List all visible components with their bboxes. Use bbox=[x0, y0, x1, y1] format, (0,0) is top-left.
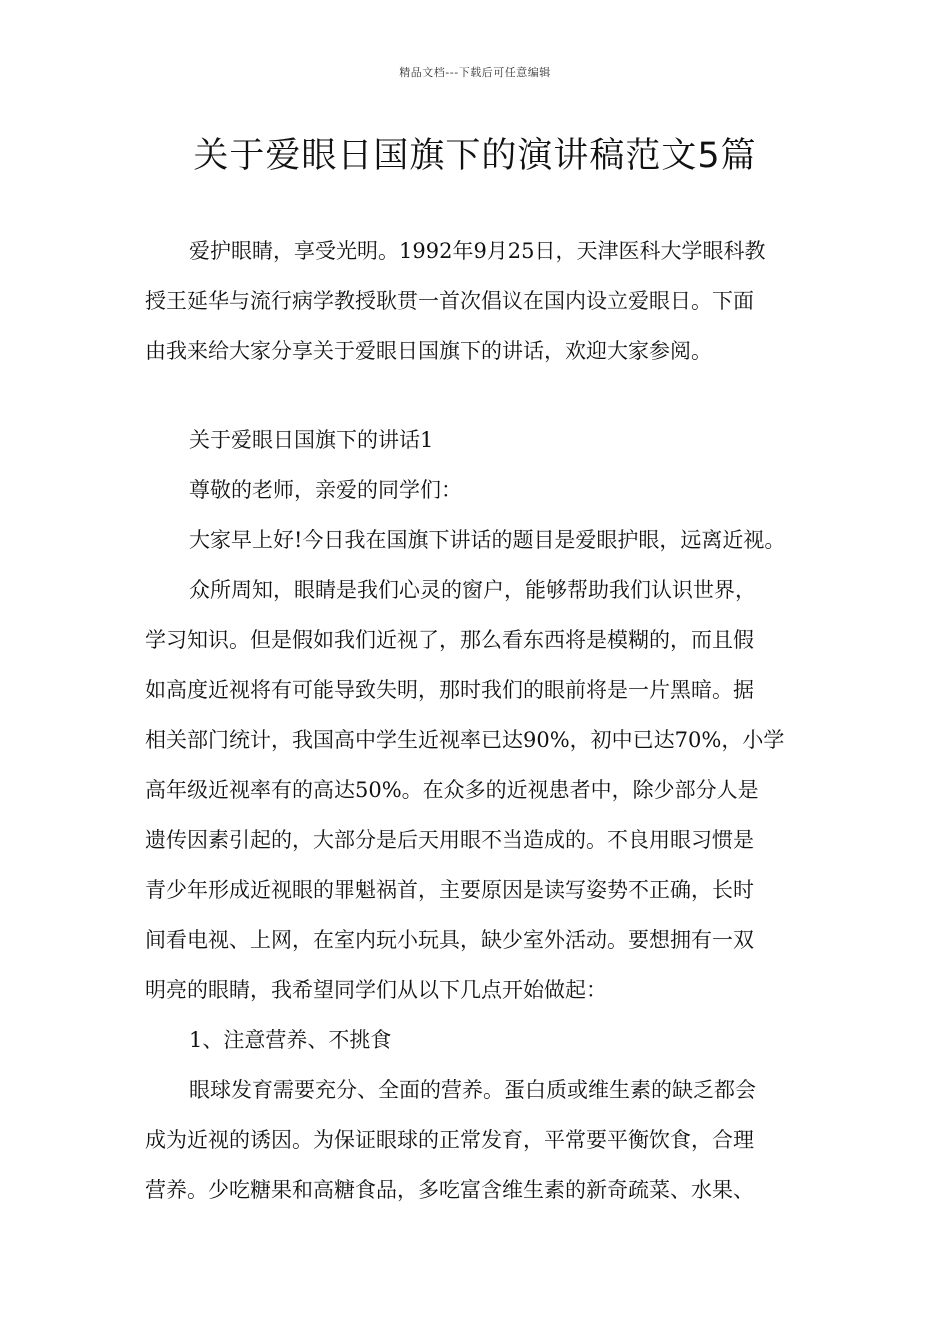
paragraph-line: 高年级近视率有的高达50%。在众多的近视患者中，除少部分人是 bbox=[145, 778, 759, 802]
greeting: 大家早上好!今日我在国旗下讲话的题目是爱眼护眼，远离近视。 bbox=[189, 528, 786, 552]
point-line: 营养。少吃糖果和高糖食品，多吃富含维生素的新奇疏菜、水果、 bbox=[145, 1178, 754, 1202]
point-heading: 1、注意营养、不挑食 bbox=[189, 1028, 392, 1052]
intro-line: 由我来给大家分享关于爱眼日国旗下的讲话，欢迎大家参阅。 bbox=[145, 339, 712, 363]
paragraph-line: 相关部门统计，我国高中学生近视率已达90%，初中已达70%，小学 bbox=[145, 728, 785, 752]
section-heading: 关于爱眼日国旗下的讲话1 bbox=[189, 428, 434, 452]
paragraph-line: 众所周知，眼睛是我们心灵的窗户，能够帮助我们认识世界， bbox=[189, 578, 756, 602]
point-line: 成为近视的诱因。为保证眼球的正常发育，平常要平衡饮食，合理 bbox=[145, 1128, 754, 1152]
paragraph-line: 学习知识。但是假如我们近视了，那么看东西将是模糊的，而且假 bbox=[145, 628, 754, 652]
document-title: 关于爱眼日国旗下的演讲稿范文5篇 bbox=[193, 136, 757, 176]
point-line: 眼球发育需要充分、全面的营养。蛋白质或维生素的缺乏都会 bbox=[189, 1078, 756, 1102]
paragraph-line: 青少年形成近视眼的罪魁祸首，主要原因是读写姿势不正确，长时 bbox=[145, 878, 754, 902]
paragraph-line: 如高度近视将有可能导致失明，那时我们的眼前将是一片黑暗。据 bbox=[145, 678, 754, 702]
paragraph-line: 间看电视、上网，在室内玩小玩具，缺少室外活动。要想拥有一双 bbox=[145, 928, 754, 952]
header-note: 精品文档---下载后可任意编辑 bbox=[399, 66, 551, 79]
document-body bbox=[145, 226, 810, 1215]
paragraph-gap bbox=[145, 376, 810, 415]
paragraph-line: 遗传因素引起的，大部分是后天用眼不当造成的。不良用眼习惯是 bbox=[145, 828, 754, 852]
salutation: 尊敬的老师，亲爱的同学们： bbox=[189, 478, 462, 502]
intro-line: 授王延华与流行病学教授耿贯一首次倡议在国内设立爱眼日。下面 bbox=[145, 289, 754, 313]
intro-line: 爱护眼睛，享受光明。1992年9月25日，天津医科大学眼科教 bbox=[189, 239, 766, 263]
paragraph-line: 明亮的眼睛，我希望同学们从以下几点开始做起： bbox=[145, 978, 607, 1002]
